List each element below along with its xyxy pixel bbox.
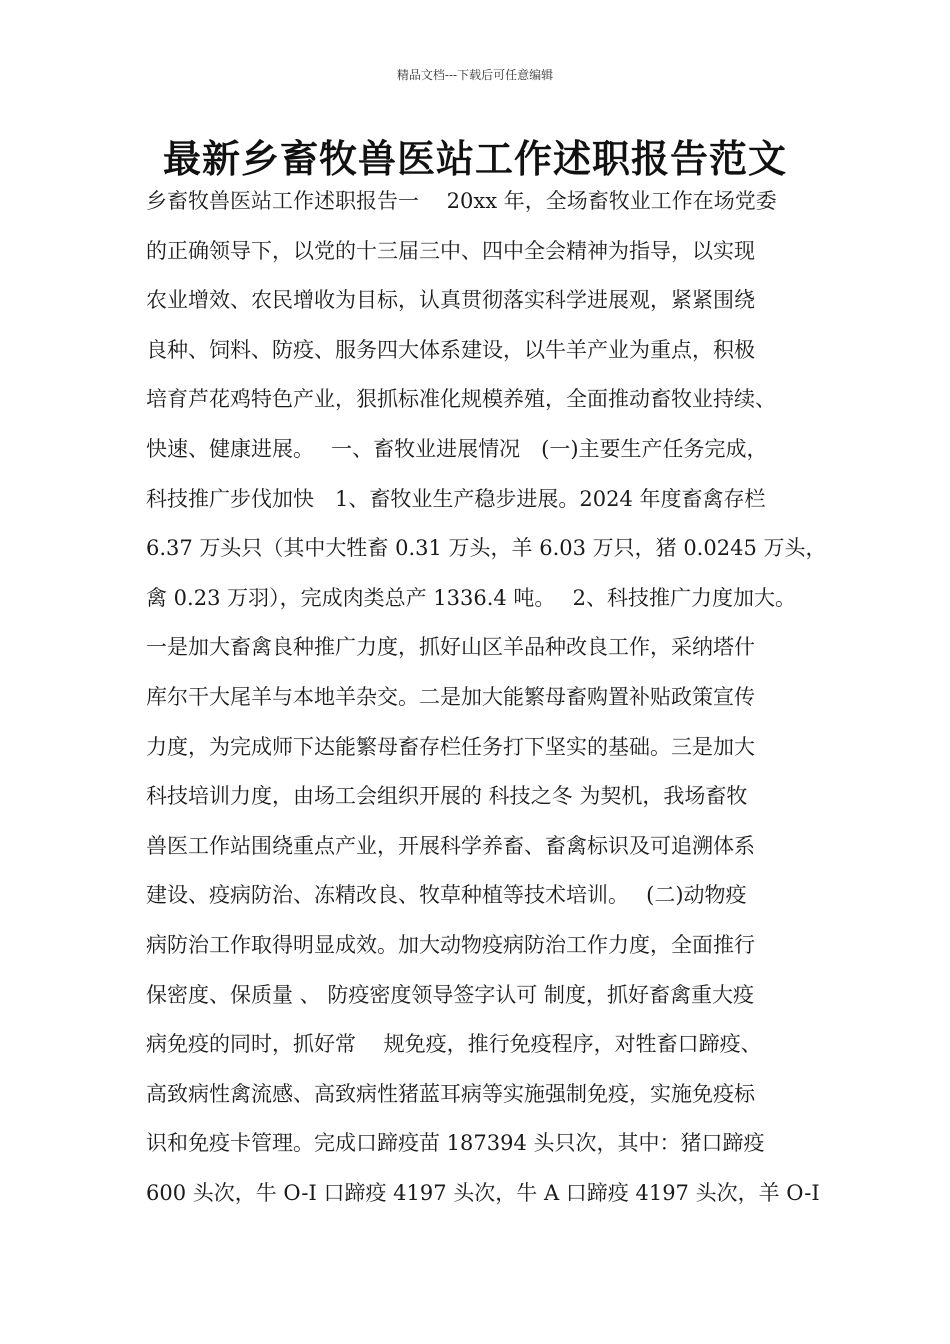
- header-note: 精品文档---下载后可任意编辑: [396, 68, 554, 82]
- body-line: 一是加大畜禽良种推广力度，抓好山区羊品种改良工作，采纳塔什: [146, 635, 755, 660]
- body-line: 培育芦花鸡特色产业，狠抓标准化规模养殖，全面推动畜牧业持续、: [146, 387, 776, 412]
- body-line: 病防治工作取得明显成效。加大动物疫病防治工作力度，全面推行: [146, 932, 755, 957]
- body-line: 的正确领导下，以党的十三届三中、四中全会精神为指导，以实现: [146, 238, 755, 263]
- body-line: 农业增效、农民增收为目标，认真贯彻落实科学进展观，紧紧围绕: [146, 288, 755, 313]
- body-line: 快速、健康进展。 一、畜牧业进展情况 (一)主要生产任务完成，: [146, 436, 768, 461]
- body-line: 600 头次，牛 O-I 口蹄疫 4197 头次，牛 A 口蹄疫 4197 头次，羊 O-I: [146, 1180, 820, 1205]
- body-line: 禽 0.23 万羽），完成肉类总产 1336.4 吨。 2、科技推广力度加大。: [146, 585, 796, 610]
- body-line: 高致病性禽流感、高致病性猪蓝耳病等实施强制免疫，实施免疫标: [146, 1081, 755, 1106]
- body-line: 力度，为完成师下达能繁母畜存栏任务打下坚实的基础。三是加大: [146, 734, 755, 759]
- document-title: 最新乡畜牧兽医站工作述职报告范文: [162, 137, 787, 181]
- body-line: 库尔干大尾羊与本地羊杂交。二是加大能繁母畜购置补贴政策宣传: [146, 684, 755, 709]
- body-line: 识和免疫卡管理。完成口蹄疫苗 187394 头只次，其中：猪口蹄疫: [146, 1131, 765, 1156]
- body-line: 保密度、保质量 、 防疫密度领导签字认可 制度，抓好畜禽重大疫: [146, 982, 755, 1007]
- body-line: 病免疫的同时，抓好常 规免疫，推行免疫程序，对牲畜口蹄疫、: [146, 1032, 762, 1057]
- body-line: 科技培训力度，由场工会组织开展的 科技之冬 为契机，我场畜牧: [146, 784, 748, 809]
- body-line: 乡畜牧兽医站工作述职报告一 20xx 年，全场畜牧业工作在场党委: [146, 189, 777, 213]
- body-line: 科技推广步伐加快 1、畜牧业生产稳步进展。2024 年度畜禽存栏: [146, 486, 766, 511]
- body-line: 建设、疫病防治、冻精改良、牧草种植等技术培训。 (二)动物疫: [146, 883, 747, 908]
- document-body: [146, 181, 826, 1222]
- body-line: 良种、饲料、防疫、服务四大体系建设，以牛羊产业为重点，积极: [146, 337, 755, 362]
- body-line: 6.37 万头只（其中大牲畜 0.31 万头，羊 6.03 万只，猪 0.0245 万头，: [146, 536, 827, 561]
- body-line: 兽医工作站围绕重点产业，开展科学养畜、畜禽标识及可追溯体系: [146, 833, 755, 858]
